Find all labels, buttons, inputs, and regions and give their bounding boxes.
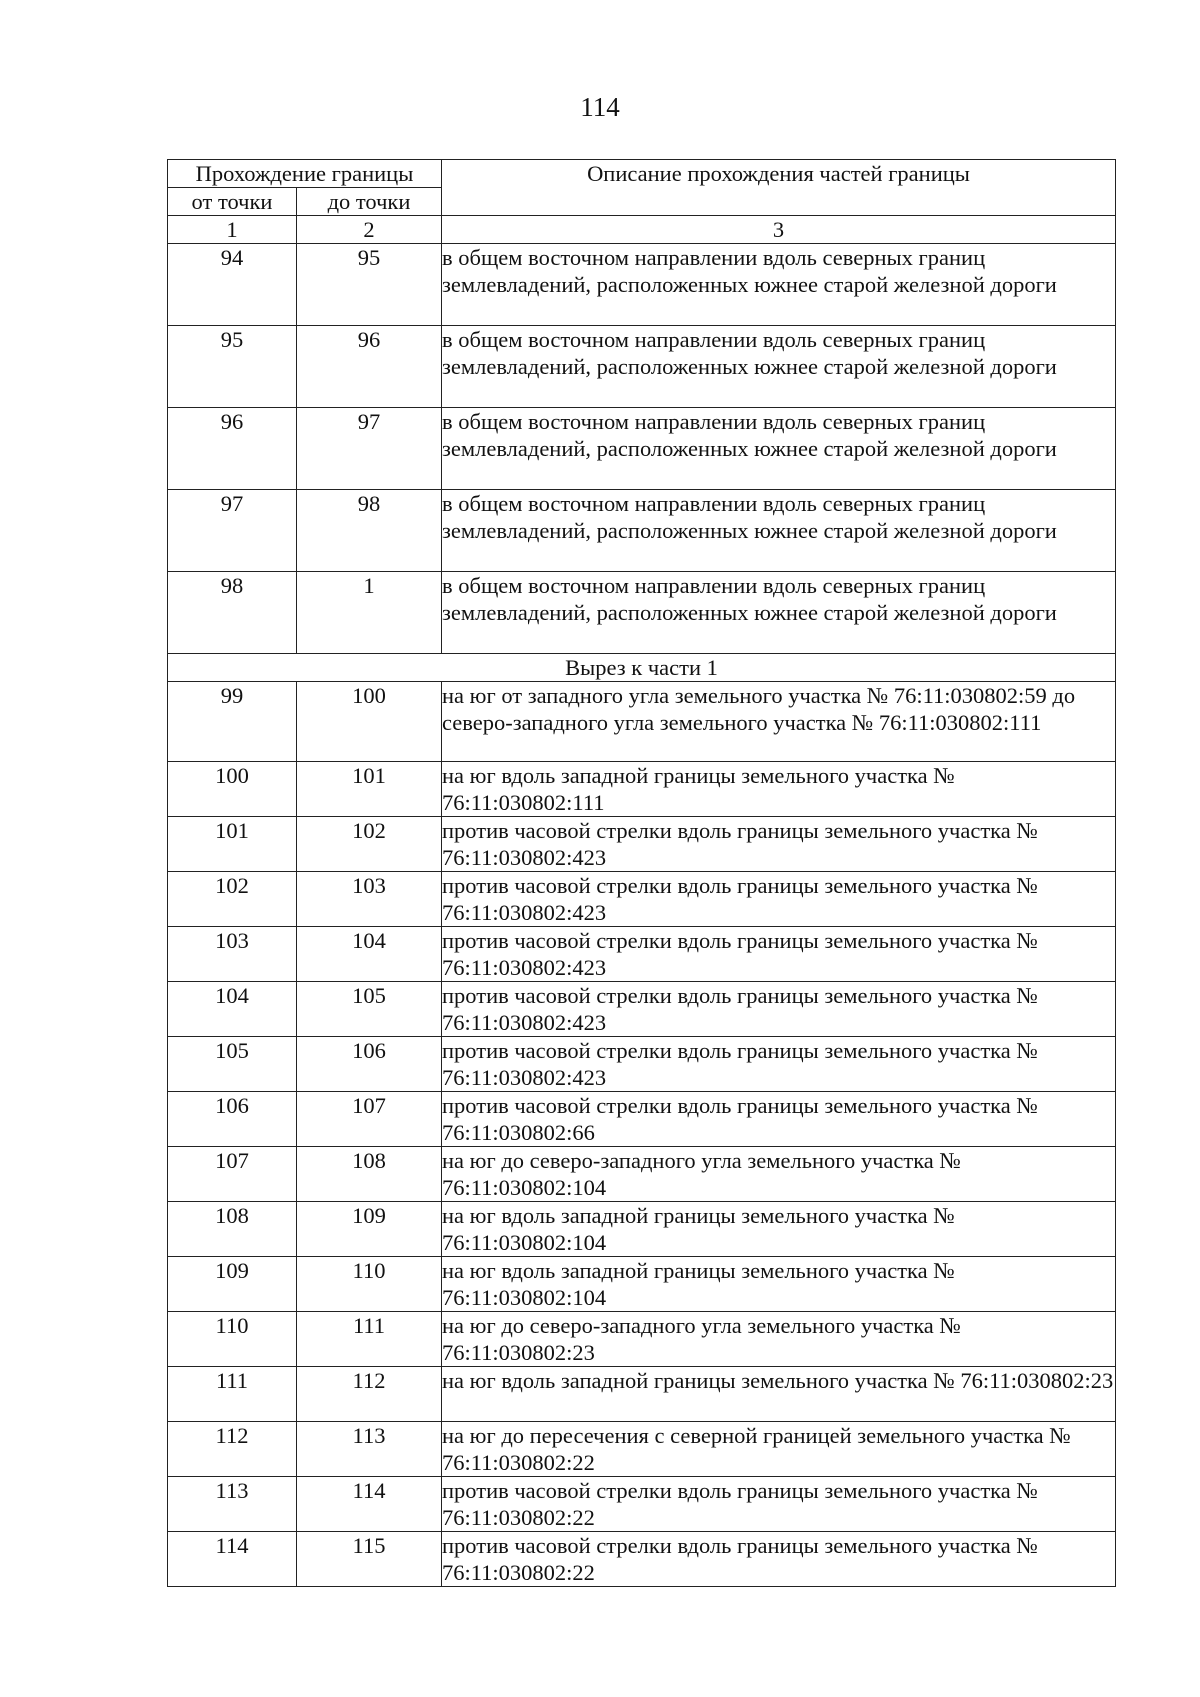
to-point-cell: 1 <box>297 572 442 654</box>
description-cell: на юг вдоль западной границы земельного участка № 76:11:030802:104 <box>442 1202 1116 1257</box>
table-row <box>168 326 1116 408</box>
description-cell: на юг от западного угла земельного участка № 76:11:030802:59 до северо-западного угла земельного участка № 76:11:030802:111 <box>442 682 1116 762</box>
table-body-part-b <box>168 682 1116 1587</box>
boundary-table <box>167 159 1116 1587</box>
description-cell: на юг до северо-западного угла земельного участка № 76:11:030802:23 <box>442 1312 1116 1367</box>
description-cell: на юг вдоль западной границы земельного участка № 76:11:030802:23 <box>442 1367 1116 1422</box>
to-point-cell: 96 <box>297 326 442 408</box>
header-description: Описание прохождения частей границы <box>442 160 1116 216</box>
section-title: Вырез к части 1 <box>168 654 1116 682</box>
from-point-cell: 107 <box>168 1147 297 1202</box>
table-row <box>168 682 1116 762</box>
description-cell: на юг вдоль западной границы земельного участка № 76:11:030802:104 <box>442 1257 1116 1312</box>
to-point-cell: 98 <box>297 490 442 572</box>
section-row <box>168 654 1116 682</box>
table-row <box>168 490 1116 572</box>
description-cell: на юг вдоль западной границы земельного участка № 76:11:030802:111 <box>442 762 1116 817</box>
from-point-cell: 112 <box>168 1422 297 1477</box>
from-point-cell: 114 <box>168 1532 297 1587</box>
description-cell: в общем восточном направлении вдоль северных границ землевладений, расположенных южнее старой железной дороги <box>442 490 1116 572</box>
from-point-cell: 109 <box>168 1257 297 1312</box>
description-cell: в общем восточном направлении вдоль северных границ землевладений, расположенных южнее старой железной дороги <box>442 326 1116 408</box>
to-point-cell: 107 <box>297 1092 442 1147</box>
table-row <box>168 762 1116 817</box>
table-row <box>168 1532 1116 1587</box>
table-row <box>168 1092 1116 1147</box>
to-point-cell: 97 <box>297 408 442 490</box>
table-row <box>168 1367 1116 1422</box>
page-number: 114 <box>580 92 620 122</box>
table-row <box>168 1202 1116 1257</box>
description-cell: на юг до северо-западного угла земельного участка № 76:11:030802:104 <box>442 1147 1116 1202</box>
from-point-cell: 105 <box>168 1037 297 1092</box>
header-passage: Прохождение границы <box>168 160 442 188</box>
to-point-cell: 110 <box>297 1257 442 1312</box>
from-point-cell: 99 <box>168 682 297 762</box>
table-row <box>168 1477 1116 1532</box>
from-point-cell: 113 <box>168 1477 297 1532</box>
description-cell: против часовой стрелки вдоль границы земельного участка № 76:11:030802:423 <box>442 872 1116 927</box>
table-row <box>168 1257 1116 1312</box>
description-cell: против часовой стрелки вдоль границы земельного участка № 76:11:030802:22 <box>442 1532 1116 1587</box>
table-row <box>168 244 1116 326</box>
from-point-cell: 108 <box>168 1202 297 1257</box>
to-point-cell: 108 <box>297 1147 442 1202</box>
to-point-cell: 103 <box>297 872 442 927</box>
column-number-3: 3 <box>442 216 1116 244</box>
to-point-cell: 101 <box>297 762 442 817</box>
description-cell: против часовой стрелки вдоль границы земельного участка № 76:11:030802:423 <box>442 927 1116 982</box>
table-row <box>168 817 1116 872</box>
column-number-1: 1 <box>168 216 297 244</box>
to-point-cell: 113 <box>297 1422 442 1477</box>
from-point-cell: 103 <box>168 927 297 982</box>
to-point-cell: 114 <box>297 1477 442 1532</box>
section-row-group <box>168 654 1116 682</box>
to-point-cell: 106 <box>297 1037 442 1092</box>
table-body-part-a <box>168 244 1116 654</box>
from-point-cell: 104 <box>168 982 297 1037</box>
to-point-cell: 111 <box>297 1312 442 1367</box>
table-row <box>168 572 1116 654</box>
description-cell: против часовой стрелки вдоль границы земельного участка № 76:11:030802:423 <box>442 1037 1116 1092</box>
description-cell: в общем восточном направлении вдоль северных границ землевладений, расположенных южнее старой железной дороги <box>442 408 1116 490</box>
from-point-cell: 110 <box>168 1312 297 1367</box>
from-point-cell: 95 <box>168 326 297 408</box>
header-to-point: до точки <box>297 188 442 216</box>
description-cell: на юг до пересечения с северной границей земельного участка № 76:11:030802:22 <box>442 1422 1116 1477</box>
table-row <box>168 927 1116 982</box>
table-row <box>168 408 1116 490</box>
from-point-cell: 100 <box>168 762 297 817</box>
column-number-2: 2 <box>297 216 442 244</box>
to-point-cell: 95 <box>297 244 442 326</box>
description-cell: против часовой стрелки вдоль границы земельного участка № 76:11:030802:22 <box>442 1477 1116 1532</box>
table-row <box>168 982 1116 1037</box>
to-point-cell: 115 <box>297 1532 442 1587</box>
description-cell: против часовой стрелки вдоль границы земельного участка № 76:11:030802:423 <box>442 982 1116 1037</box>
to-point-cell: 109 <box>297 1202 442 1257</box>
description-cell: в общем восточном направлении вдоль северных границ землевладений, расположенных южнее старой железной дороги <box>442 572 1116 654</box>
to-point-cell: 100 <box>297 682 442 762</box>
description-cell: в общем восточном направлении вдоль северных границ землевладений, расположенных южнее старой железной дороги <box>442 244 1116 326</box>
table-row <box>168 1312 1116 1367</box>
from-point-cell: 98 <box>168 572 297 654</box>
from-point-cell: 102 <box>168 872 297 927</box>
from-point-cell: 101 <box>168 817 297 872</box>
table-row <box>168 1422 1116 1477</box>
table-header <box>168 160 1116 244</box>
to-point-cell: 102 <box>297 817 442 872</box>
from-point-cell: 94 <box>168 244 297 326</box>
description-cell: против часовой стрелки вдоль границы земельного участка № 76:11:030802:66 <box>442 1092 1116 1147</box>
table-row <box>168 1037 1116 1092</box>
description-cell: против часовой стрелки вдоль границы земельного участка № 76:11:030802:423 <box>442 817 1116 872</box>
to-point-cell: 105 <box>297 982 442 1037</box>
table-row <box>168 1147 1116 1202</box>
to-point-cell: 104 <box>297 927 442 982</box>
from-point-cell: 111 <box>168 1367 297 1422</box>
header-from-point: от точки <box>168 188 297 216</box>
table-row <box>168 872 1116 927</box>
from-point-cell: 97 <box>168 490 297 572</box>
from-point-cell: 96 <box>168 408 297 490</box>
to-point-cell: 112 <box>297 1367 442 1422</box>
from-point-cell: 106 <box>168 1092 297 1147</box>
